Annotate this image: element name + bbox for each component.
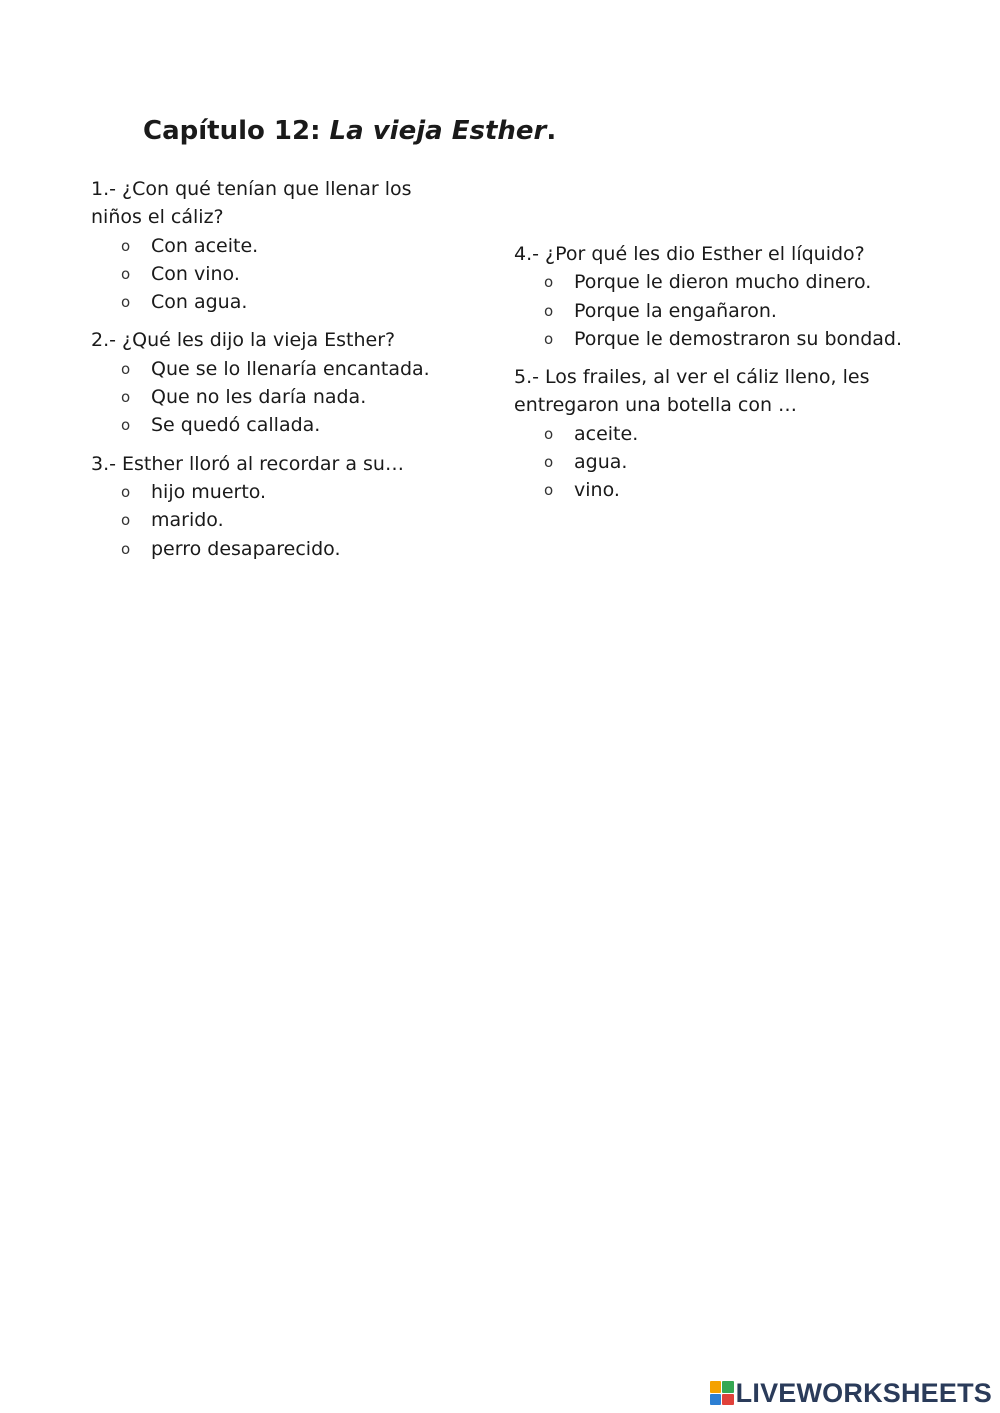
option-label: vino.	[574, 479, 620, 502]
option-item[interactable]	[514, 476, 914, 504]
option-item[interactable]	[514, 420, 914, 448]
option-list	[514, 420, 914, 505]
question-text: 4.- ¿Por qué les dio Esther el líquido?	[514, 243, 865, 265]
logo-text: LIVEWORKSHEETS	[735, 1377, 992, 1408]
option-label: agua.	[574, 451, 628, 474]
logo-square	[710, 1394, 722, 1406]
option-list	[514, 268, 914, 353]
bullet-icon: o	[121, 416, 131, 435]
option-item[interactable]	[91, 232, 461, 260]
option-item[interactable]	[91, 506, 461, 534]
logo-square	[722, 1394, 734, 1406]
option-item[interactable]	[91, 535, 461, 563]
option-label: perro desaparecido.	[151, 537, 341, 560]
question-4	[514, 240, 914, 353]
option-label: Porque le dieron mucho dinero.	[574, 271, 872, 294]
title-italic: La vieja Esther	[329, 116, 547, 146]
bullet-icon: o	[544, 273, 554, 292]
question-text: 3.- Esther lloró al recordar a su…	[91, 452, 404, 475]
title-suffix: .	[546, 116, 557, 146]
option-item[interactable]	[91, 478, 461, 506]
option-label: Que no les daría nada.	[151, 386, 367, 409]
bullet-icon: o	[121, 293, 131, 312]
bullet-icon: o	[121, 388, 131, 407]
option-label: hijo muerto.	[151, 480, 267, 503]
option-item[interactable]	[514, 448, 914, 476]
question-text: 5.- Los frailes, al ver el cáliz lleno, les entregaron una botella con …	[514, 366, 870, 417]
option-list	[91, 355, 461, 440]
question-text: 2.- ¿Qué les dijo la vieja Esther?	[91, 329, 396, 352]
title-prefix: Capítulo 12:	[143, 116, 330, 146]
bullet-icon: o	[544, 424, 554, 443]
bullet-icon: o	[544, 453, 554, 472]
bullet-icon: o	[544, 329, 554, 348]
right-column	[514, 240, 914, 515]
option-list	[91, 478, 461, 563]
question-3	[91, 450, 461, 563]
bullet-icon: o	[544, 481, 554, 500]
question-5	[514, 363, 914, 504]
option-label: aceite.	[574, 422, 639, 445]
question-text: 1.- ¿Con qué tenían que llenar los niños el cáliz?	[91, 178, 412, 229]
option-label: Porque le demostraron su bondad.	[574, 327, 903, 350]
option-label: Con vino.	[151, 262, 240, 285]
option-item[interactable]	[514, 268, 914, 296]
bullet-icon: o	[544, 301, 554, 320]
option-item[interactable]	[91, 383, 461, 411]
logo-square	[722, 1381, 734, 1393]
bullet-icon: o	[121, 511, 131, 530]
option-label: Con aceite.	[151, 234, 259, 257]
bullet-icon: o	[121, 264, 131, 283]
option-label: Que se lo llenaría encantada.	[151, 357, 430, 380]
option-label: Se quedó callada.	[151, 414, 321, 437]
question-1	[91, 175, 461, 316]
bullet-icon: o	[121, 359, 131, 378]
option-item[interactable]	[91, 288, 461, 316]
bullet-icon: o	[121, 482, 131, 501]
option-label: Con agua.	[151, 291, 248, 314]
option-item[interactable]	[91, 411, 461, 439]
option-item[interactable]	[91, 260, 461, 288]
option-item[interactable]	[514, 297, 914, 325]
left-column	[91, 175, 461, 573]
option-item[interactable]	[91, 355, 461, 383]
bullet-icon: o	[121, 236, 131, 255]
liveworksheets-logo-icon	[710, 1381, 734, 1405]
option-label: marido.	[151, 509, 224, 532]
question-2	[91, 326, 461, 439]
page-title	[143, 116, 556, 146]
logo-square	[710, 1381, 722, 1393]
bullet-icon: o	[121, 539, 131, 558]
liveworksheets-logo[interactable]	[710, 1379, 992, 1407]
option-list	[91, 232, 461, 317]
option-label: Porque la engañaron.	[574, 299, 777, 322]
option-item[interactable]	[514, 325, 914, 353]
